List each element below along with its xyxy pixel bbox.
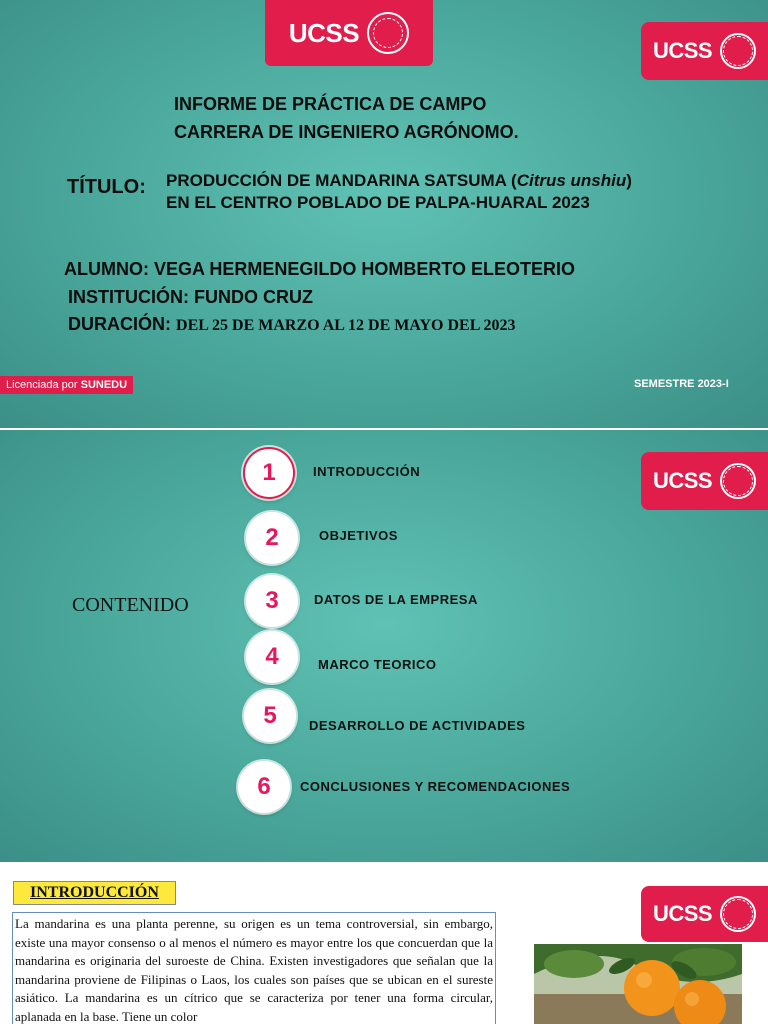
university-seal-icon <box>720 33 756 69</box>
ucss-wordmark: UCSS <box>652 901 713 926</box>
institution: INSTITUCIÓN: FUNDO CRUZ <box>68 287 313 307</box>
contents-number-2: 2 <box>246 512 298 564</box>
report-title <box>166 170 636 214</box>
university-seal-icon <box>367 12 409 54</box>
semester-label: SEMESTRE 2023-I <box>634 378 729 390</box>
intro-heading: INTRODUCCIÓN <box>13 881 176 905</box>
title-scientific-name: Citrus unshiu <box>516 171 627 190</box>
ucss-wordmark: UCSS <box>288 17 360 48</box>
university-seal-icon <box>720 463 756 499</box>
introduction-slide <box>0 864 768 1024</box>
university-seal-icon <box>720 896 756 932</box>
contents-item-datos-empresa: DATOS DE LA EMPRESA <box>314 592 478 607</box>
intro-paragraph: La mandarina es una planta perenne, su origen es un tema controversial, sin embargo, existe una mayor consenso o al menos el número es mayor entre los que concuerdan que la mandarina es originaria del suroeste de China. Existen investigadores que señalan que la mandarina proviene de Filipinas o Laos, los cuales son países que se ubican en el sureste asiático. La mandarina es un cítrico que se caracteriza por tener una forma circular, aplanada en la base. Tiene un color <box>12 912 496 1024</box>
title-text-part2: ) EN EL CENTRO POBLADO DE PALPA-HUARAL 2023 <box>166 171 632 212</box>
contents-slide <box>0 430 768 862</box>
duration <box>68 314 515 335</box>
contents-item-introduccion: INTRODUCCIÓN <box>313 464 421 479</box>
report-heading-line1: INFORME DE PRÁCTICA DE CAMPO <box>174 94 487 114</box>
duration-value: DEL 25 DE MARZO AL 12 DE MAYO DEL 2023 <box>176 317 516 334</box>
contents-number-1: 1 <box>243 447 295 499</box>
title-label: TÍTULO: <box>67 176 146 198</box>
ucss-logo-top <box>265 0 433 66</box>
duration-label: DURACIÓN: <box>68 314 171 334</box>
contents-item-conclusiones: CONCLUSIONES Y RECOMENDACIONES <box>300 779 571 794</box>
license-prefix: Licenciada por <box>6 379 78 391</box>
ucss-logo-corner <box>641 22 768 80</box>
ucss-logo-corner <box>641 452 768 510</box>
contents-number-5: 5 <box>244 690 296 742</box>
student-name: ALUMNO: VEGA HERMENEGILDO HOMBERTO ELEOTERIO <box>64 259 576 279</box>
contents-item-desarrollo: DESARROLLO DE ACTIVIDADES <box>309 718 526 733</box>
license-brand: SUNEDU <box>80 379 128 391</box>
ucss-logo-corner <box>641 886 768 942</box>
title-text-part1: PRODUCCIÓN DE MANDARINA SATSUMA ( <box>166 171 517 190</box>
ucss-wordmark: UCSS <box>652 38 713 63</box>
contents-number-4: 4 <box>246 631 298 683</box>
contents-heading: CONTENIDO <box>72 594 189 616</box>
sunedu-license-badge <box>0 376 133 394</box>
cover-slide <box>0 0 768 428</box>
contents-number-6: 6 <box>238 761 290 813</box>
contents-item-objetivos: OBJETIVOS <box>319 528 398 543</box>
mandarin-photo <box>534 944 742 1024</box>
report-heading-line2: CARRERA DE INGENIERO AGRÓNOMO. <box>174 122 519 142</box>
ucss-wordmark: UCSS <box>652 468 713 493</box>
contents-number-3: 3 <box>246 575 298 627</box>
contents-item-marco-teorico: MARCO TEORICO <box>318 657 437 672</box>
